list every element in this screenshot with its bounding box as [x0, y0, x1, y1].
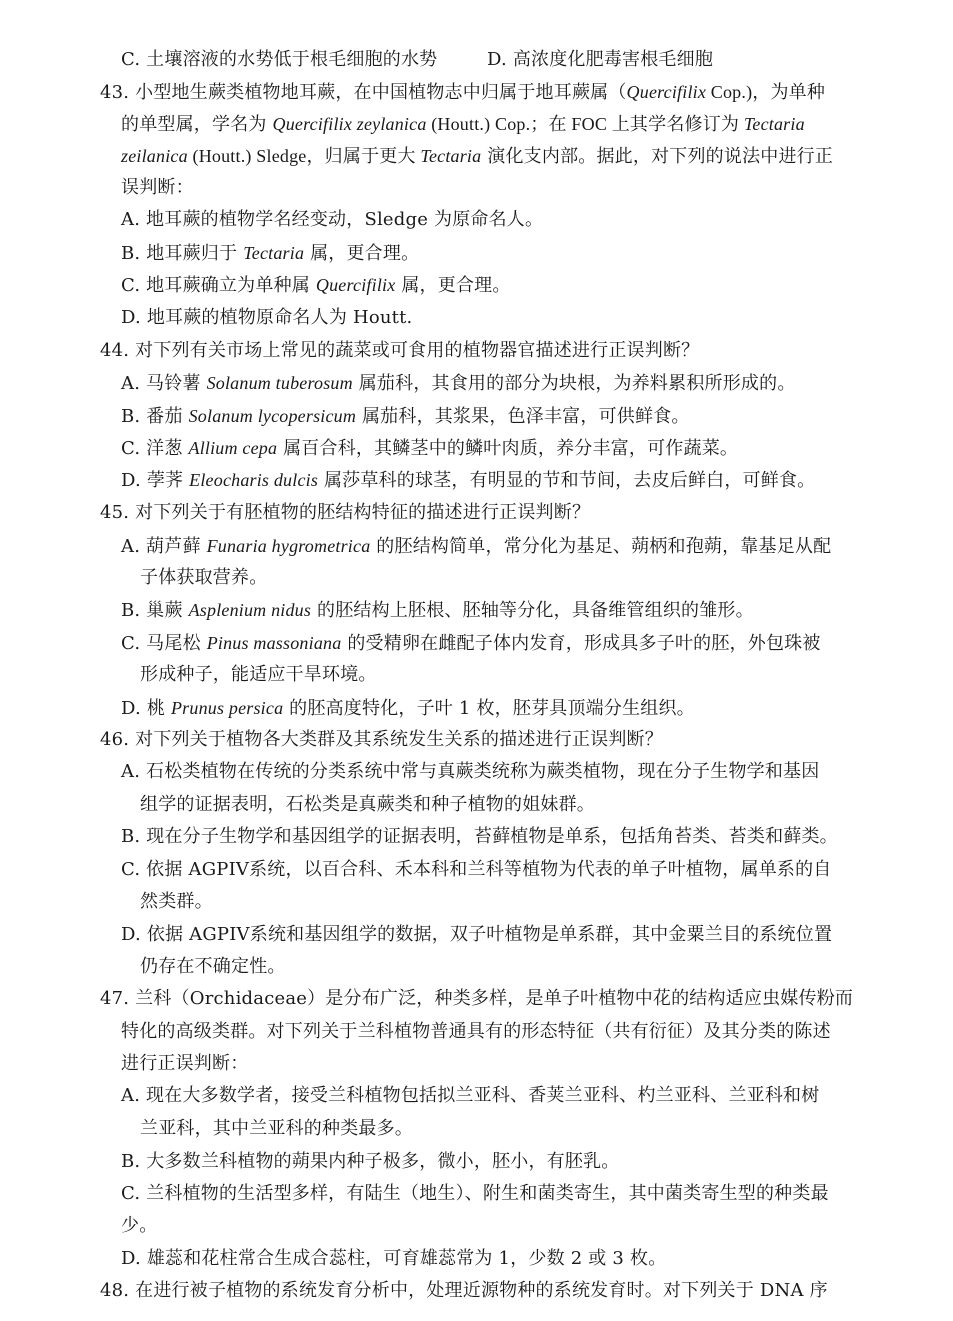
q47-option-a-cont: 兰亚科，其中兰亚科的种类最多。: [140, 1118, 413, 1139]
q48-stem-line-1: 48. 在进行被子植物的系统发育分析中，处理近源物种的系统发育时。对下列关于 DNA 序: [100, 1280, 828, 1301]
q43-stem-line-3: zeilanica (Houtt.) Sledge，归属于更大 Tectaria 演化支内部。据此，对下列的说法中进行正: [121, 146, 834, 167]
q46-option-c: C. 依据 AGPIV系统，以百合科、禾本科和兰科等植物为代表的单子叶植物，属单系的自: [121, 859, 832, 880]
q47-stem-line-2: 特化的高级类群。对下列关于兰科植物普通具有的形态特征（共有衍征）及其分类的陈述: [121, 1021, 831, 1042]
q46-stem: 46. 对下列关于植物各大类群及其系统发生关系的描述进行正误判断？: [100, 729, 663, 750]
q45-option-c-cont: 形成种子，能适应干旱环境。: [140, 664, 377, 685]
q43-option-a: A. 地耳蕨的植物学名经变动，Sledge 为原命名人。: [121, 209, 544, 230]
q44-option-a: A. 马铃薯 Solanum tuberosum 属茄科，其食用的部分为块根，为养料累积所形成的。: [121, 373, 796, 394]
q43-stem-line-2: 的单型属，学名为 Quercifilix zeylanica (Houtt.) Cop.；在 FOC 上其学名修订为 Tectaria: [121, 114, 805, 135]
q46-option-b: B. 现在分子生物学和基因组学的证据表明，苔藓植物是单系，包括角苔类、苔类和藓类。: [121, 826, 838, 847]
q46-option-a-cont: 组学的证据表明，石松类是真蕨类和种子植物的姐妹群。: [140, 794, 595, 815]
q47-option-c: C. 兰科植物的生活型多样，有陆生（地生）、附生和菌类寄生，其中菌类寄生型的种类最: [121, 1183, 829, 1204]
q46-option-d-cont: 仍存在不确定性。: [140, 956, 286, 977]
q45-option-c: C. 马尾松 Pinus massoniana 的受精卵在雌配子体内发育，形成具多子叶的胚，外包珠被: [121, 633, 821, 654]
q43-option-c: C. 地耳蕨确立为单种属 Quercifilix 属，更合理。: [121, 275, 511, 296]
q42-option-d: D. 高浓度化肥毒害根毛细胞: [487, 49, 714, 70]
q46-option-a: A. 石松类植物在传统的分类系统中常与真蕨类统称为蕨类植物，现在分子生物学和基因: [121, 761, 820, 782]
q47-stem-line-3: 进行正误判断：: [121, 1053, 249, 1074]
q44-option-c: C. 洋葱 Allium cepa 属百合科，其鳞茎中的鳞叶肉质，养分丰富，可作蔬菜。: [121, 438, 739, 459]
q47-option-d: D. 雄蕊和花柱常合生成合蕊柱，可育雄蕊常为 1，少数 2 或 3 枚。: [121, 1248, 667, 1269]
q45-option-d: D. 桃 Prunus persica 的胚高度特化，子叶 1 枚，胚芽具顶端分生组织。: [121, 698, 695, 719]
q44-option-b: B. 番茄 Solanum lycopersicum 属茄科，其浆果，色泽丰富，可供鲜食。: [121, 406, 690, 427]
q47-option-a: A. 现在大多数学者，接受兰科植物包括拟兰亚科、香荚兰亚科、杓兰亚科、兰亚科和树: [121, 1085, 820, 1106]
q46-option-c-cont: 然类群。: [140, 891, 213, 912]
q42-option-c: C. 土壤溶液的水势低于根毛细胞的水势: [121, 49, 438, 70]
q45-stem: 45. 对下列关于有胚植物的胚结构特征的描述进行正误判断？: [100, 502, 591, 523]
q47-option-b: B. 大多数兰科植物的蒴果内种子极多，微小，胚小，有胚乳。: [121, 1151, 620, 1172]
q44-option-d: D. 荸荠 Eleocharis dulcis 属莎草科的球茎，有明显的节和节间，去皮后鲜白，可鲜食。: [121, 470, 816, 491]
q43-option-b: B. 地耳蕨归于 Tectaria 属，更合理。: [121, 243, 420, 264]
q47-option-c-cont: 少。: [121, 1215, 158, 1236]
q47-stem-line-1: 47. 兰科（Orchidaceae）是分布广泛，种类多样，是单子叶植物中花的结构适应虫媒传粉而: [100, 988, 854, 1009]
q43-option-d: D. 地耳蕨的植物原命名人为 Houtt.: [121, 307, 413, 328]
q43-stem-line-4: 误判断：: [121, 177, 194, 198]
q43-stem-line-1: 43. 小型地生蕨类植物地耳蕨，在中国植物志中归属于地耳蕨属（Quercifilix Cop.)，为单种: [100, 82, 826, 103]
q45-option-a-cont: 子体获取营养。: [140, 567, 268, 588]
q45-option-b: B. 巢蕨 Asplenium nidus 的胚结构上胚根、胚轴等分化，具备维管组织的雏形。: [121, 600, 754, 621]
q44-stem: 44. 对下列有关市场上常见的蔬菜或可食用的植物器官描述进行正误判断？: [100, 340, 700, 361]
q46-option-d: D. 依据 AGPIV系统和基因组学的数据，双子叶植物是单系群，其中金粟兰目的系统位置: [121, 924, 833, 945]
q45-option-a: A. 葫芦藓 Funaria hygrometrica 的胚结构简单，常分化为基足、蒴柄和孢蒴，靠基足从配: [121, 536, 832, 557]
